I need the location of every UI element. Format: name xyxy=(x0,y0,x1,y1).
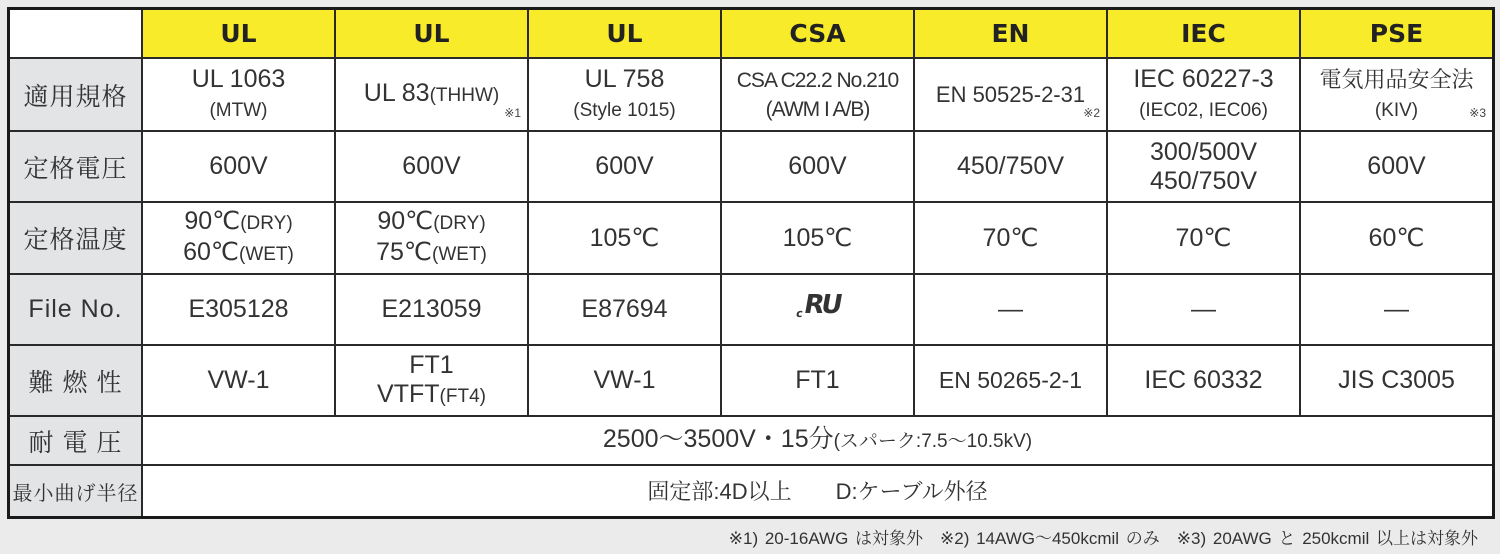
row-bend-radius xyxy=(9,465,1494,518)
row-voltage xyxy=(9,131,1494,202)
row-label: 耐 電 圧 xyxy=(9,416,143,465)
cell xyxy=(335,202,528,274)
row-file-no xyxy=(9,274,1494,345)
cell xyxy=(335,58,528,131)
cell-sub: (DRY) xyxy=(240,213,293,234)
cell xyxy=(914,58,1107,131)
cell: 600V xyxy=(721,131,914,202)
cell-main: 2500～3500V・15分 xyxy=(602,425,834,453)
cell: 600V xyxy=(142,131,335,202)
cell: FT1 xyxy=(721,345,914,416)
cell: 600V xyxy=(335,131,528,202)
cell xyxy=(142,202,335,274)
header-en: EN xyxy=(914,9,1107,59)
cell xyxy=(1107,58,1300,131)
row-label: 難 燃 性 xyxy=(9,345,143,416)
header-row xyxy=(9,9,1494,59)
footnote-mark: ※2 xyxy=(1083,106,1100,120)
spec-table xyxy=(7,7,1495,519)
row-standard xyxy=(9,58,1494,131)
cell: EN 50265-2-1 xyxy=(914,345,1107,416)
row-label: 最小曲げ半径 xyxy=(9,465,143,518)
header-ul-2: UL xyxy=(335,9,528,59)
cell: VW-1 xyxy=(528,345,721,416)
cell: E213059 xyxy=(335,274,528,345)
cell: 600V xyxy=(528,131,721,202)
row-temperature xyxy=(9,202,1494,274)
cell-main: 電気用品安全法 xyxy=(1319,66,1474,92)
cell xyxy=(142,416,1494,465)
cell-main: 90℃ xyxy=(184,207,241,235)
cell: — xyxy=(1107,274,1300,345)
header-ul-3: UL xyxy=(528,9,721,59)
cell-sub: (Style 1015) xyxy=(573,99,676,121)
cell-main: IEC 60227-3 xyxy=(1133,64,1274,93)
cell xyxy=(721,58,914,131)
cell: 固定部:4D以上 D:ケーブル外径 xyxy=(142,465,1494,518)
cell-sub: (WET) xyxy=(239,244,294,265)
cell xyxy=(721,274,914,345)
cell: — xyxy=(914,274,1107,345)
cell-sub: (FT4) xyxy=(439,385,486,407)
cell-main: CSA C22.2 No.210 xyxy=(736,68,899,92)
cell-sub: (MTW) xyxy=(209,99,268,121)
header-iec: IEC xyxy=(1107,9,1300,59)
cell-main: 60℃ xyxy=(183,238,239,266)
cell: — xyxy=(1300,274,1494,345)
cell-main: UL 1063 xyxy=(191,64,286,93)
cell-main: 75℃ xyxy=(376,238,432,266)
row-label: File No. xyxy=(9,274,143,345)
cell xyxy=(142,58,335,131)
cell-sub: (KIV) xyxy=(1374,99,1419,121)
footnotes: ※1) 20-16AWG は対象外 ※2) 14AWG～450kcmil のみ ※3) 20AWG と 250kcmil 以上は対象外 xyxy=(728,529,1478,548)
cell: 600V xyxy=(1300,131,1494,202)
row-flame xyxy=(9,345,1494,416)
cell-sub: (AWM I A/B) xyxy=(765,97,870,121)
cell: 105℃ xyxy=(721,202,914,274)
cell: 450/750V xyxy=(914,131,1107,202)
cell: 60℃ xyxy=(1300,202,1494,274)
cell-main: UL 83 xyxy=(363,79,430,107)
cell xyxy=(528,58,721,131)
row-label: 定格温度 xyxy=(9,202,143,274)
row-label: 適用規格 xyxy=(9,58,143,131)
row-withstand xyxy=(9,416,1494,465)
cell: VW-1 xyxy=(142,345,335,416)
corner-cell xyxy=(9,9,143,59)
cell: E305128 xyxy=(142,274,335,345)
cul-recognized-mark-icon: cRU xyxy=(794,290,842,320)
header-pse: PSE xyxy=(1300,9,1494,59)
cell-main: EN 50525-2-31 xyxy=(935,82,1086,107)
footnote-mark: ※1 xyxy=(504,106,521,120)
cell xyxy=(1300,58,1494,131)
header-ul-1: UL xyxy=(142,9,335,59)
cell: E87694 xyxy=(528,274,721,345)
cell-sub: (スパーク:7.5～10.5kV) xyxy=(833,431,1033,452)
cell xyxy=(335,345,528,416)
cell-main: 90℃ xyxy=(377,207,434,235)
cell: JIS C3005 xyxy=(1300,345,1494,416)
cell: 300/500V 450/750V xyxy=(1107,131,1300,202)
header-csa: CSA xyxy=(721,9,914,59)
cell-main: UL 758 xyxy=(584,64,665,93)
cell-sub: (DRY) xyxy=(433,213,486,234)
cell-main: VTFT xyxy=(377,379,440,408)
cell: 105℃ xyxy=(528,202,721,274)
cell: 70℃ xyxy=(914,202,1107,274)
cell-main: FT1 xyxy=(409,350,454,379)
cell: IEC 60332 xyxy=(1107,345,1300,416)
footnote-mark: ※3 xyxy=(1469,106,1486,120)
cell-sub: (WET) xyxy=(432,244,487,265)
cell-sub: (THHW) xyxy=(429,85,500,106)
row-label: 定格電圧 xyxy=(9,131,143,202)
cell-sub: (IEC02, IEC06) xyxy=(1139,99,1268,121)
cell: 70℃ xyxy=(1107,202,1300,274)
